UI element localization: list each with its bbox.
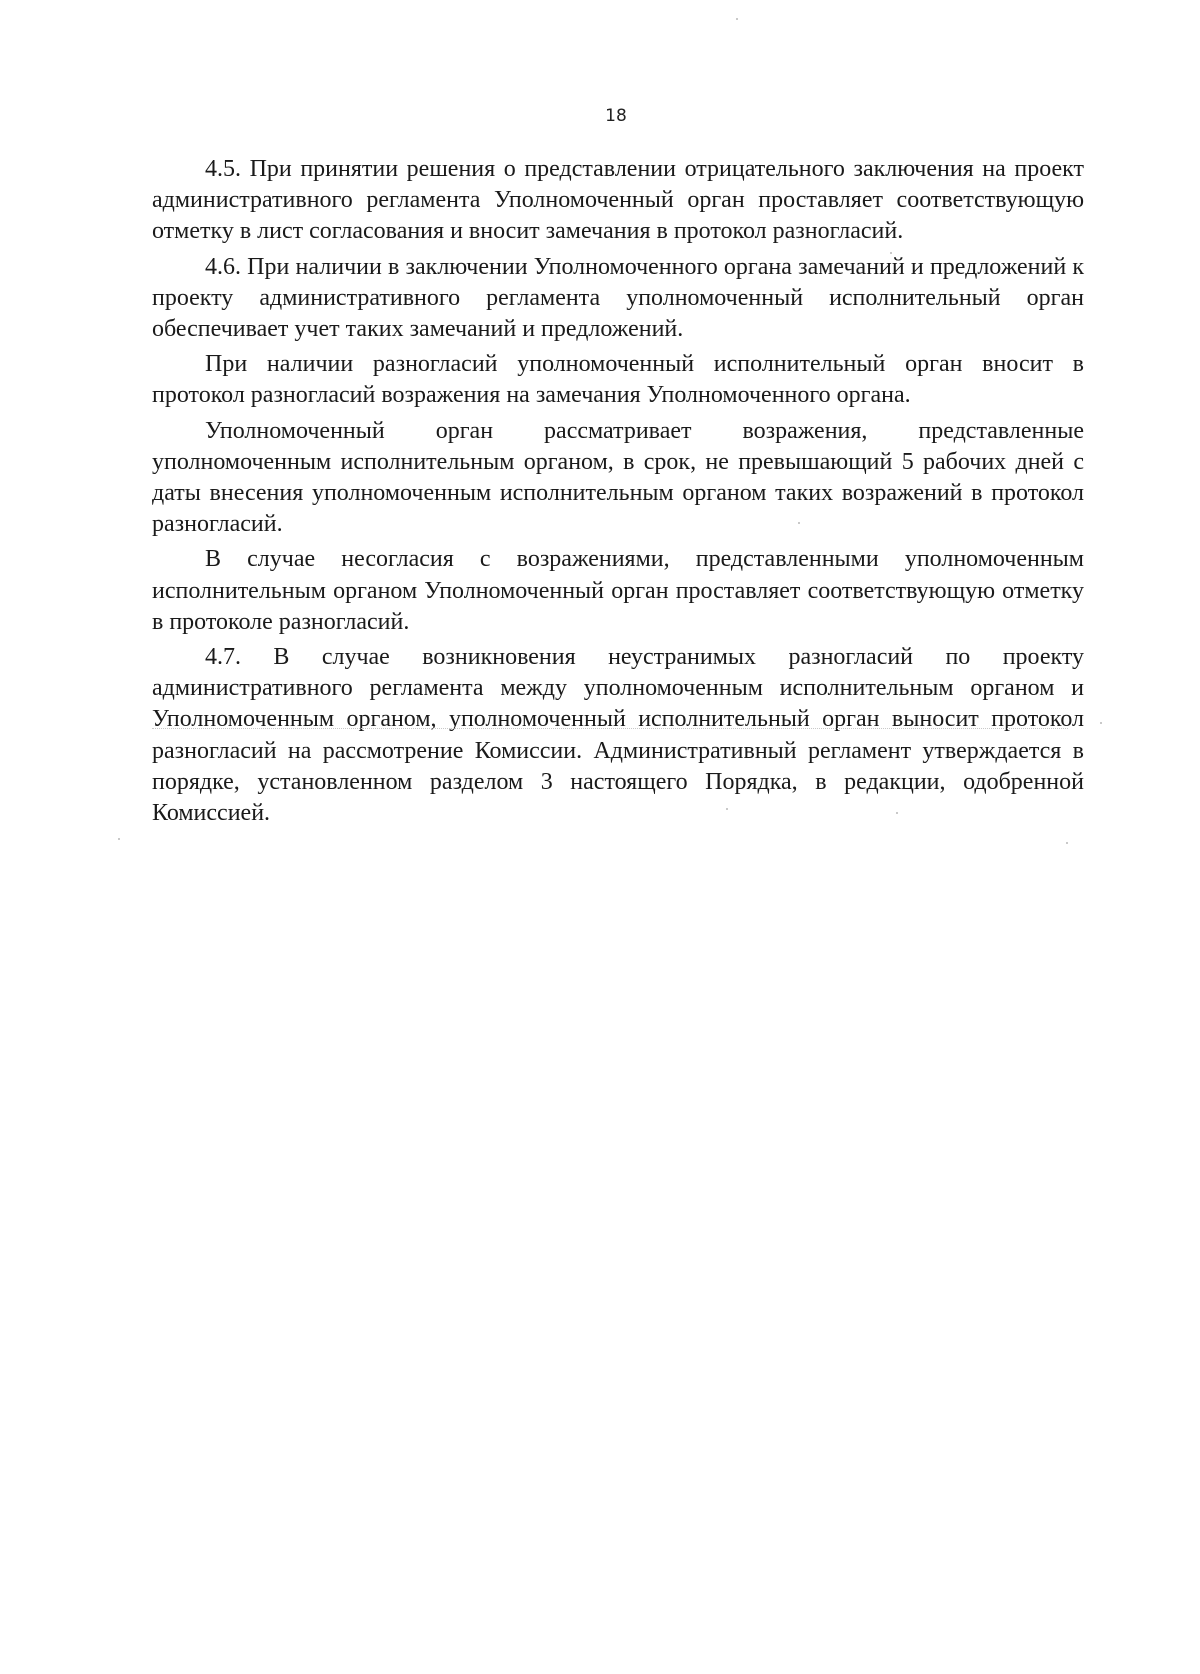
document-body: [152, 154, 1084, 833]
paragraph-disagreements: При наличии разногласий уполномоченный исполнительный орган вносит в протокол разногласий возражения на замечания Уполномоченного органа.: [152, 351, 1084, 409]
paragraph-review-objections: Уполномоченный орган рассматривает возражения, представленные уполномоченным исполнительным органом, в срок, не превышающий 5 рабочих дней с даты внесения уполномоченным исполнительным органом таких возражений в протокол разногласий.: [152, 417, 1084, 538]
paragraph-4-5: 4.5. При принятии решения о представлении отрицательного заключения на проект административного регламента Уполномоченный орган проставляет соответствующую отметку в лист согласования и вносит замечания в протокол разногласий.: [152, 156, 1084, 245]
scan-speck: [1100, 722, 1102, 724]
scan-speck: [726, 808, 728, 810]
scan-speck: [118, 838, 120, 840]
page-number: 18: [605, 106, 627, 126]
paragraph-4-6: 4.6. При наличии в заключении Уполномоченного органа замечаний и предложений к проекту административного регламента уполномоченный исполнительный орган обеспечивает учет таких замечаний и предложений.: [152, 253, 1084, 343]
scan-speck: [736, 18, 738, 20]
scan-speck: [798, 522, 800, 524]
scan-line: [152, 728, 1068, 730]
scan-speck: [890, 252, 892, 254]
paragraph-non-agreement: В случае несогласия с возражениями, представленными уполномоченным исполнительным органом Уполномоченный орган проставляет соответствующую отметку в протоколе разногласий.: [152, 546, 1084, 635]
scan-speck: [1066, 842, 1068, 844]
paragraph-4-7: 4.7. В случае возникновения неустранимых разногласий по проекту административного регламента между уполномоченным исполнительным органом и Уполномоченным органом, уполномоченный исполнительный орган выносит протокол разногласий на рассмотрение Комиссии. Административный регламент утверждается в порядке, установленном разделом 3 настоящего Порядка, в редакции, одобренной Комиссией.: [152, 644, 1084, 827]
scan-speck: [896, 812, 898, 814]
